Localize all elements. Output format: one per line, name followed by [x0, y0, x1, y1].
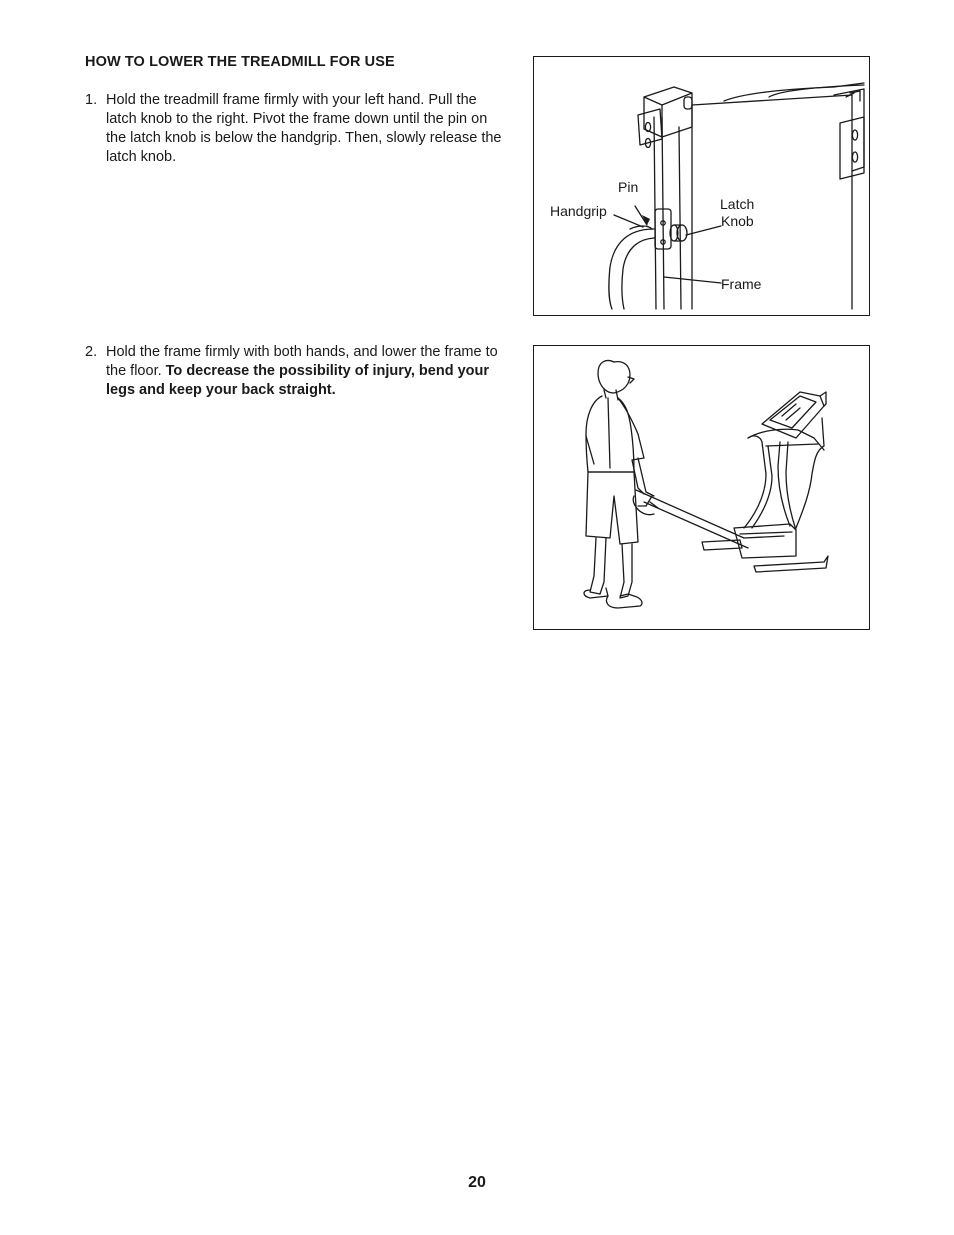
label-pin: Pin	[618, 179, 639, 195]
safety-warning: To decrease the possibility of injury, bend your legs and keep your back straight.	[106, 363, 490, 398]
step-number: 1.	[85, 92, 98, 108]
latch-knob-illustration	[534, 57, 871, 317]
label-handgrip: Handgrip	[550, 203, 607, 219]
step-text: Hold the treadmill frame firmly with your left hand. Pull the latch knob to the right. Pivot the frame down until the pin on the latch knob is below the handgrip. Then, slowly release the latch knob.	[106, 92, 502, 165]
figure-latch-knob	[533, 56, 870, 316]
step-number: 2.	[85, 344, 98, 360]
figure-lowering-frame	[533, 345, 870, 630]
step-text: Hold the frame firmly with both hands, and lower the frame to the floor.	[106, 344, 498, 379]
person-lowering-treadmill-illustration	[534, 346, 871, 631]
step-1	[85, 91, 510, 167]
step-2	[85, 343, 510, 400]
page-number: 20	[468, 1174, 486, 1191]
step-text-container	[106, 343, 510, 400]
label-latch: Latch	[720, 196, 755, 212]
label-frame: Frame	[721, 276, 762, 292]
label-knob: Knob	[721, 213, 754, 229]
section-heading: HOW TO LOWER THE TREADMILL FOR USE	[85, 54, 395, 70]
